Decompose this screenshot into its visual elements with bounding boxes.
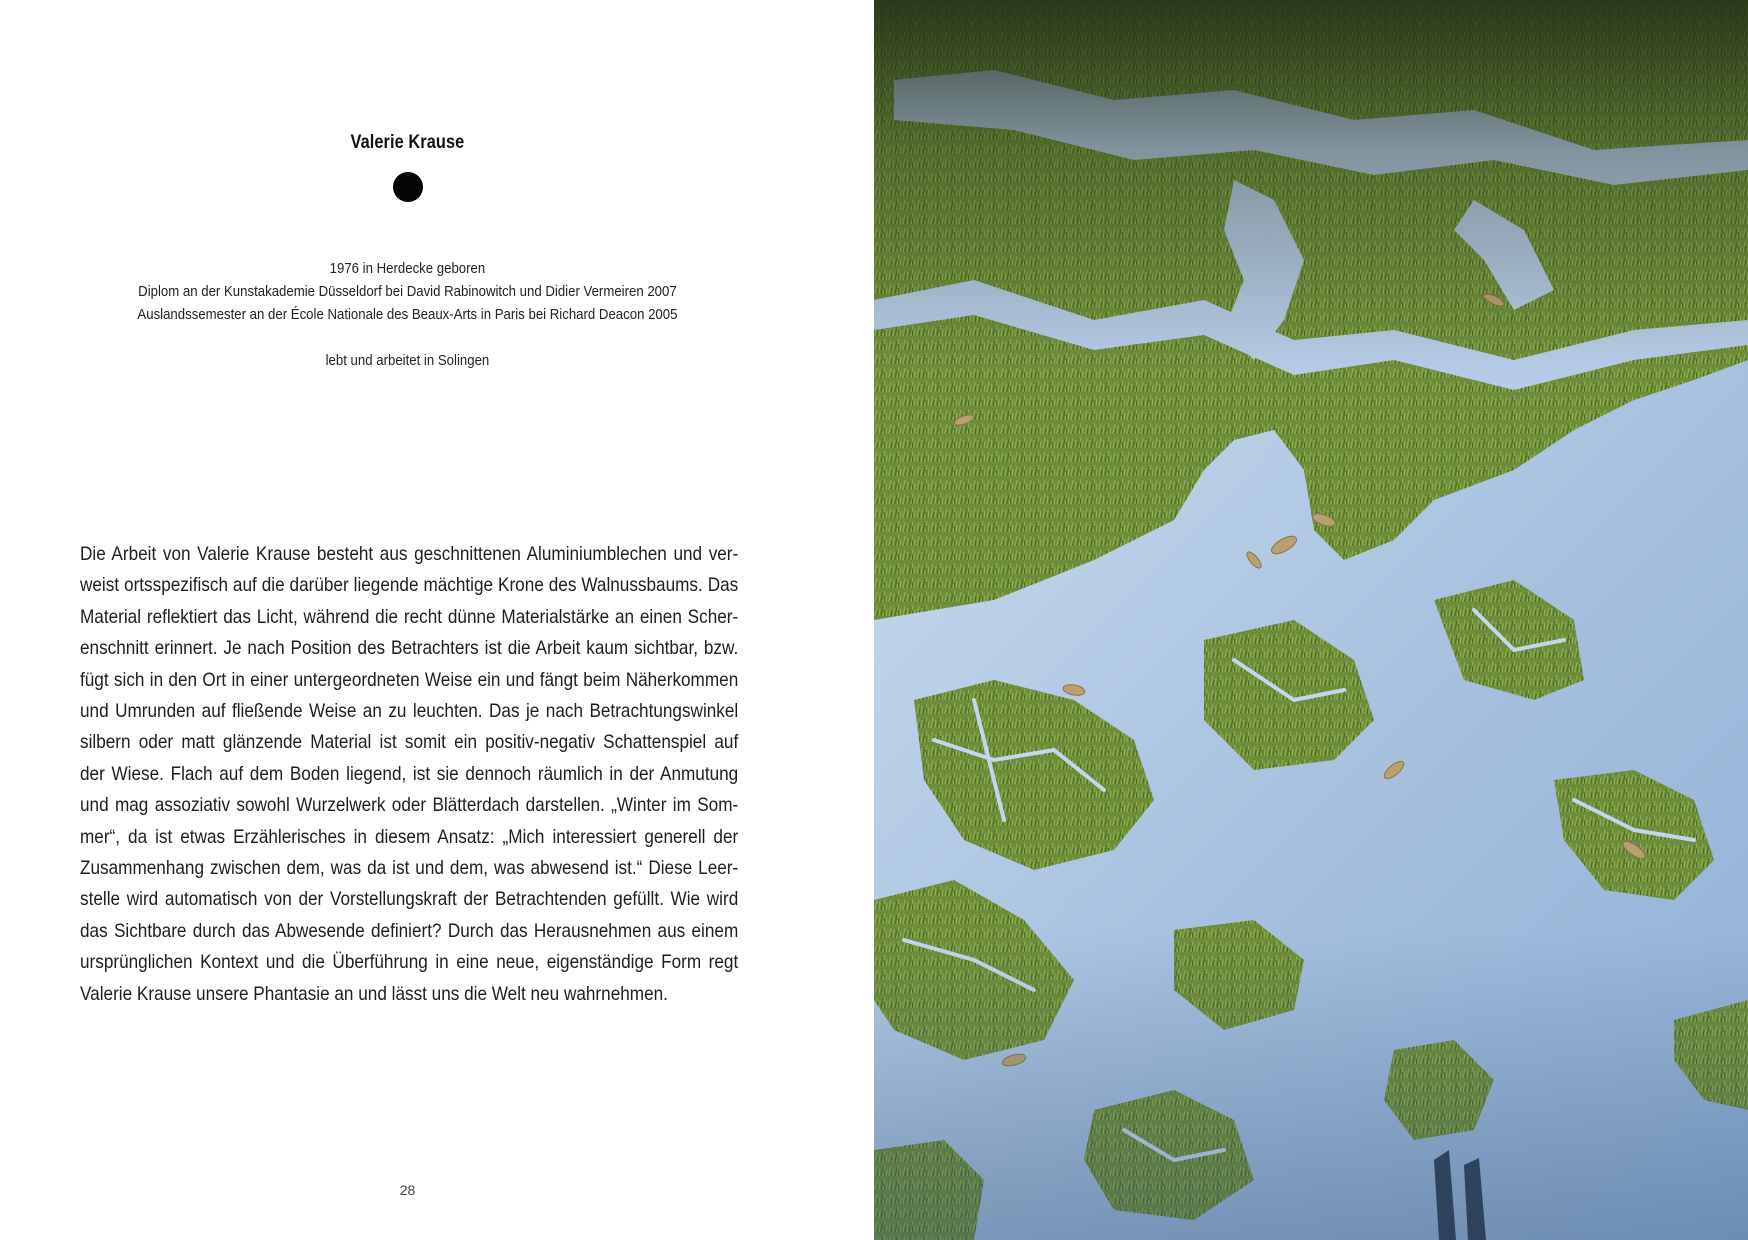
body-line: ursprünglichen Kontext und die Überführung in eine neue, eigenständige Form regt	[80, 951, 739, 974]
body-line: Valerie Krause unsere Phantasie an und lässt uns die Welt neu wahrnehmen.	[80, 982, 668, 1005]
body-line: der Wiese. Flach auf dem Boden liegend, ist sie dennoch räumlich in der Anmutung	[80, 762, 739, 785]
body-line: Die Arbeit von Valerie Krause besteht aus geschnittenen Aluminiumblechen und ver-	[80, 543, 739, 565]
bio-line: 1976 in Herdecke geboren	[329, 260, 486, 277]
body-line: fügt sich in den Ort in einer untergeordneten Weise ein und fängt beim Näherkommen	[80, 668, 739, 691]
body-line: silbern oder matt glänzende Material ist somit ein positiv-negativ Schattenspiel auf	[80, 731, 739, 754]
bio-line: Auslandssemester an der École Nationale des Beaux-Arts in Paris bei Richard Deacon 2005	[137, 306, 678, 323]
artwork-photograph	[874, 0, 1748, 1240]
right-page-photo	[874, 0, 1748, 1240]
artist-name-heading: Valerie Krause	[350, 132, 465, 153]
body-line: und mag assoziativ sowohl Wurzelwerk oder Blätterdach darstellen. „Winter im Som-	[80, 794, 739, 817]
artist-biography	[102, 257, 714, 372]
bio-spacer	[102, 326, 714, 349]
body-line: das Sichtbare durch das Abwesende definiert? Durch das Herausnehmen aus einem	[80, 919, 739, 942]
body-line: mer“, da ist etwas Erzählerisches in diesem Ansatz: „Mich interessiert generell der	[80, 825, 739, 848]
body-line: stelle wird automatisch von der Vorstellungskraft der Betrachtenden gefüllt. Wie wird	[80, 888, 739, 911]
black-dot-ornament	[393, 172, 423, 202]
body-line: Zusammenhang zwischen dem, was da ist und dem, was abwesend ist.“ Diese Leer-	[80, 857, 739, 880]
body-line: weist ortsspezifisch auf die darüber liegende mächtige Krone des Walnussbaums. Das	[80, 574, 739, 597]
body-line: und Umrunden auf fließende Weise an zu leuchten. Das je nach Betrachtungswinkel	[80, 700, 739, 723]
reflection-shade	[874, 0, 1748, 1240]
page-number: 28	[399, 1182, 416, 1198]
bio-line: lebt und arbeitet in Solingen	[325, 352, 490, 369]
body-line: enschnitt erinnert. Je nach Position des Betrachters ist die Arbeit kaum sichtbar, bzw.	[80, 637, 739, 660]
bio-line: Diplom an der Kunstakademie Düsseldorf bei David Rabinowitch und Didier Vermeiren 2007	[138, 283, 677, 300]
artwork-description	[80, 539, 738, 1010]
body-line: Material reflektiert das Licht, während die recht dünne Materialstärke an einen Scher-	[80, 605, 739, 628]
